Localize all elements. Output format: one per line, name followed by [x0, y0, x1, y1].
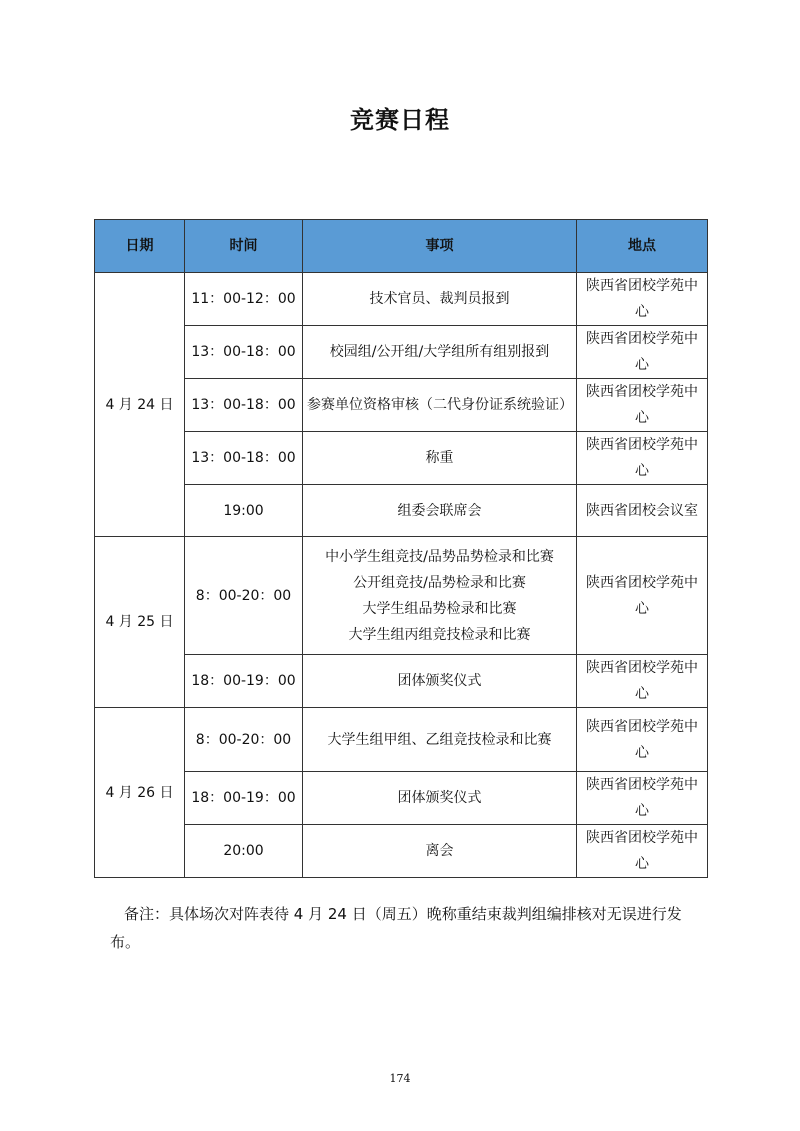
time-cell: 13：00-18：00 — [185, 432, 303, 485]
item-cell — [303, 708, 577, 772]
place-cell: 陕西省团校会议室 — [577, 485, 708, 537]
note: 备注：具体场次对阵表待 4 月 24 日（周五）晚称重结束裁判组编排核对无误进行发布。 — [110, 905, 682, 951]
table-row — [95, 708, 708, 772]
place-cell: 陕西省团校学苑中心 — [577, 432, 708, 485]
header-place: 地点 — [577, 220, 708, 273]
table-row — [95, 772, 708, 825]
item-cell — [303, 379, 577, 432]
page-title: 竞赛日程 — [350, 106, 450, 134]
schedule-body — [95, 273, 708, 878]
table-row — [95, 432, 708, 485]
item-cell — [303, 432, 577, 485]
time-cell: 13：00-18：00 — [185, 379, 303, 432]
time-cell: 13：00-18：00 — [185, 326, 303, 379]
place-cell: 陕西省团校学苑中心 — [577, 537, 708, 655]
time-cell: 11：00-12：00 — [185, 273, 303, 326]
item-cell — [303, 772, 577, 825]
item-cell — [303, 655, 577, 708]
place-cell: 陕西省团校学苑中心 — [577, 273, 708, 326]
place-cell: 陕西省团校学苑中心 — [577, 655, 708, 708]
item-line: 大学生组甲组、乙组竞技检录和比赛 — [327, 731, 552, 748]
place-cell: 陕西省团校学苑中心 — [577, 326, 708, 379]
date-cell: 4 月 26 日 — [95, 708, 185, 878]
item-line: 团体颁奖仪式 — [397, 673, 482, 689]
table-row — [95, 485, 708, 537]
page-number: 174 — [389, 1072, 411, 1085]
item-line: 称重 — [425, 450, 454, 466]
item-cell — [303, 326, 577, 379]
time-cell: 8：00-20：00 — [185, 537, 303, 655]
item-line: 大学生组丙组竞技检录和比赛 — [348, 626, 531, 643]
item-line: 团体颁奖仪式 — [397, 790, 482, 806]
place-cell: 陕西省团校学苑中心 — [577, 708, 708, 772]
time-cell: 18：00-19：00 — [185, 655, 303, 708]
time-cell: 19:00 — [185, 485, 303, 537]
item-cell — [303, 537, 577, 655]
item-line: 组委会联席会 — [397, 502, 482, 519]
table-row — [95, 273, 708, 326]
place-cell: 陕西省团校学苑中心 — [577, 825, 708, 878]
item-cell — [303, 485, 577, 537]
item-cell — [303, 273, 577, 326]
table-row — [95, 537, 708, 655]
table-row — [95, 326, 708, 379]
time-cell: 20:00 — [185, 825, 303, 878]
item-cell — [303, 825, 577, 878]
place-cell: 陕西省团校学苑中心 — [577, 772, 708, 825]
time-cell: 18：00-19：00 — [185, 772, 303, 825]
place-cell: 陕西省团校学苑中心 — [577, 379, 708, 432]
date-cell: 4 月 25 日 — [95, 537, 185, 708]
header-date: 日期 — [95, 220, 185, 273]
table-row — [95, 825, 708, 878]
item-line: 公开组竞技/品势检录和比赛 — [353, 574, 526, 591]
date-cell: 4 月 24 日 — [95, 273, 185, 537]
item-line: 技术官员、裁判员报到 — [369, 291, 510, 307]
item-line: 离会 — [425, 843, 454, 859]
table-row — [95, 379, 708, 432]
table-header-row — [95, 220, 708, 273]
schedule-table — [94, 219, 708, 878]
header-time: 时间 — [185, 220, 303, 273]
item-line: 校园组/公开组/大学组所有组别报到 — [329, 344, 550, 360]
item-line: 大学生组品势检录和比赛 — [362, 600, 517, 617]
time-cell: 8：00-20：00 — [185, 708, 303, 772]
item-line: 中小学生组竞技/品势品势检录和比赛 — [325, 548, 554, 565]
item-line: 参赛单位资格审核（二代身份证系统验证） — [307, 397, 573, 413]
table-row — [95, 655, 708, 708]
header-item: 事项 — [303, 220, 577, 273]
